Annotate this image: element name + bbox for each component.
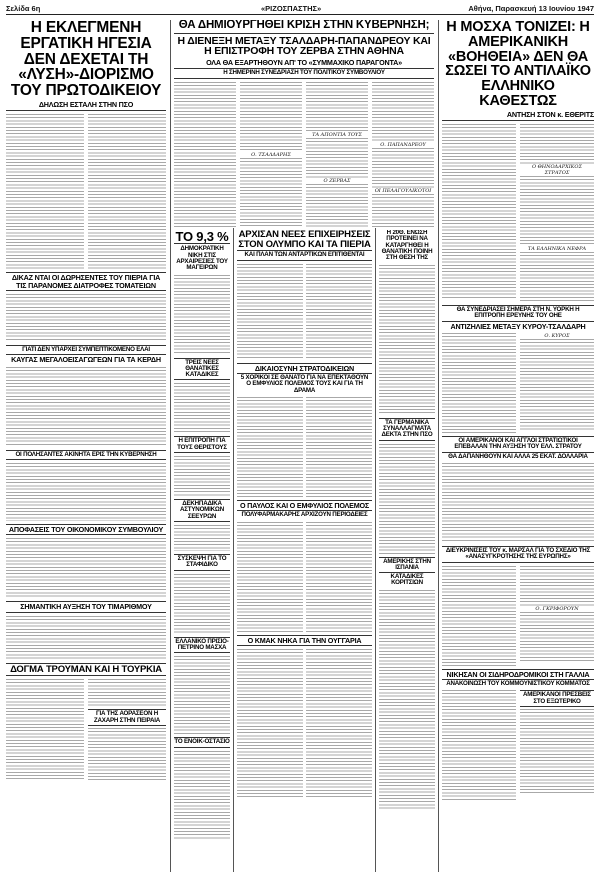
article-text — [174, 751, 230, 839]
article-text — [442, 333, 516, 433]
headline: ΔΕΚΗΠΑΔΙΚΑ ΑΣΤΥΝΟΜΙΚΩΝ ΣΕΕΥΡΩΝ — [174, 499, 230, 522]
article-text — [6, 538, 166, 598]
headline: ΑΠΟΦΑΣΕΙΣ ΤΟΥ ΟΙΚΟΝΟΜΙΚΟΥ ΣΥΜΒΟΥΛΙΟΥ — [6, 524, 166, 535]
article-text — [372, 82, 434, 142]
headline: ΔΗΜΟΚΡΑΤΙΚΗ ΝΙΚΗ ΣΤΙΣ ΑΡΧΑΙΡΕΣΙΕΣ ΤΟΥ ΜΑΓΕΙΡΩΝ — [176, 245, 228, 272]
headline: ΕΛΛΑΝΙΚΟ ΠΡΙΣΙΟ-ΠΕΤΡΙΝΟ ΜΑΣΧΑ — [174, 637, 230, 654]
article-text — [520, 612, 594, 662]
center-right-narrow-column — [379, 230, 435, 872]
lead-headline: Η ΕΚΛΕΓΜΕΝΗ ΕΡΓΑΤΙΚΗ ΗΓΕΣΙΑ ΔΕΝ ΔΕΧΕΤΑΙ ΤΗ «ΛΥΣΗ»-ΔΙΟΡΙΣΜΟ ΤΟΥ ΠΡΩΤΟΔΙΚΕΙΟΥ — [10, 20, 162, 100]
headline: ΟΙ ΠΟΛΗΣΑΝΤΕΣ ΑΚΙΝΗΤΑ ΕΡΙΣ ΤΗΝ ΚΥΒΕΡΝΗΣΗ — [6, 450, 166, 460]
article-text — [520, 339, 594, 431]
headline: ΔΙΚΑΙΟΣΥΝΗ ΣΤΡΑΤΟΔΙΚΕΙΩΝ — [237, 363, 372, 374]
headline: ΠΟΛΥΦΑΡΜΑΚΑΡΗΣ ΑΡΧΙΖΟΥΝ ΠΕΡΙΟΔΕΙΕΣ — [241, 511, 368, 519]
column-rule — [438, 20, 439, 872]
banner-subhead: Η ΣΗΜΕΡΙΝΗ ΣΥΝΕΔΡΙΑΣΗ ΤΟΥ ΠΟΛΙΤΙΚΟΥ ΣΥΜΒΟΥΛΙΟΥ — [174, 68, 434, 78]
article-text — [442, 566, 516, 666]
article-text — [6, 114, 84, 269]
headline: ΝΙΚΗΣΑΝ ΟΙ ΣΙΔΗΡΟΔΡΟΜΙΚΟΙ ΣΤΗ ΓΑΛΛΙΑ — [442, 669, 594, 680]
article-text — [237, 522, 303, 632]
headline: ΣΥΣΚΕΨΗ ΓΙΑ ΤΟ ΣΤΑΦΙΔΙΚΟ — [174, 554, 230, 571]
article-text — [6, 367, 166, 447]
headline: ΑΝΤΙΖΗΛΙΕΣ ΜΕΤΑΞΥ ΚΥΡΟΥ-ΤΣΑΛΔΑΡΗ — [450, 321, 586, 331]
article-text — [88, 114, 166, 269]
lead-headline: Η ΜΟΣΧΑ ΤΟΝΙΖΕΙ: Η ΑΜΕΡΙΚΑΝΙΚΗ «ΒΟΗΘΕΙΑ» ΔΕΝ ΘΑ ΣΩΣΕΙ ΤΟ ΑΝΤΙΛΑΪΚΟ ΕΛΛΗΝΙΚΟ ΚΑΘΕΣΤΩΣ — [445, 20, 591, 109]
banner-subhead: ΟΛΑ ΘΑ ΕΞΑΡΤΗΘΟΥΝ ΑΠ' ΤΟ «ΣΥΜΜΑΧΙΚΟ ΠΑΡΑΓΟΝΤΑ» — [206, 58, 402, 68]
headline: ΘΑ ΣΥΝΕΔΡΙΑΣΕΙ ΣΗΜΕΡΑ ΣΤΗ Ν. ΥΟΡΚΗ Η ΕΠΙΤΡΟΠΗ ΕΡΕΥΝΗΣ ΤΟΥ ΟΗΕ — [442, 305, 594, 322]
headline: ΔΙΕΥΚΡΙΝΙΣΕΙΣ ΤΟΥ κ. ΜΑΡΣΑΛ ΓΙΑ ΤΟ ΣΧΕΔΙΟ ΤΗΣ «ΑΝΑΣΥΓΚΡΟΤΗΣΗΣ ΤΗΣ ΕΥΡΩΠΗΣ» — [442, 546, 594, 563]
headline: ΑΝΑΚΟΙΝΩΣΗ ΤΟΥ ΚΟΜΜΟΥΝΙΣΤΙΚΟΥ ΚΟΜΜΑΤΟΣ — [446, 679, 590, 687]
headline: 5 ΧΟΡΙΚΟΙ ΣΕ ΘΑΝΑΤΟ ΓΙΑ ΝΑ ΕΠΕΚΤΑΘΟΥΝ — [240, 374, 369, 382]
headline: ΔΟΓΜΑ ΤΡΟΥΜΑΝ ΚΑΙ Η ΤΟΥΡΚΙΑ — [6, 663, 166, 677]
headline: Ο ΠΑΥΛΟΣ ΚΑΙ Ο ΕΜΦΥΛΙΟΣ ΠΟΛΕΜΟΣ — [237, 500, 372, 511]
headline: ΘΑ ΔΑΠΑΝΗΘΟΥΝ ΚΑΙ ΑΛΛΑ 25 ΕΚΑΤ. ΔΟΛΛΑΡΙΑ — [448, 452, 588, 460]
headline: Η ΕΠΙΤΡΟΠΗ ΓΙΑ ΤΟΥΣ ΘΕΡΙΣΤΟΥΣ — [174, 436, 230, 453]
subhead: ΔΗΛΩΣΗ ΕΣΤΑΛΗ ΣΤΗΝ ΠΣΟ — [6, 101, 166, 111]
article-text — [372, 194, 434, 228]
headline: ΤΟ ΕΝΟΙΚ-ΟΣΤΑΣΙΟ — [174, 737, 230, 747]
byline: Ο. ΠΑΠΑΝΔΡΕΟΥ — [380, 141, 426, 148]
page-number: Σελίδα 6η — [6, 4, 41, 13]
article-text — [237, 264, 303, 360]
article-text — [240, 82, 302, 152]
headline: ΤΑ ΓΕΡΜΑΝΙΚΑ ΣΥΝΑΛΛΑΓΜΑΤΑ ΔΕΚΤΑ ΣΤΗΝ ΠΣΟ — [379, 418, 435, 441]
article-text — [174, 525, 230, 551]
headline: ΑΜΕΡΙΚΗΣ ΣΤΗΝ ΙΣΠΑΝΙΑ — [379, 557, 435, 574]
byline: Ο ΘΗΝΟΔΑΡΧΙΚΟΣ ΣΤΡΑΤΟΣ — [531, 164, 583, 177]
headline: ΚΑΥΓΑΣ ΜΕΓΑΛΟΕΙΣΑΓΩΓΕΩΝ ΓΙΑ ΤΑ ΚΕΡΔΗ — [11, 355, 161, 365]
article-text — [520, 709, 594, 795]
headline: ΚΑΤΑΔΙΚΕΣ ΚΟΡΙΤΣΙΩΝ — [390, 573, 424, 587]
article-text — [6, 463, 166, 521]
article-text — [442, 124, 516, 299]
article-text — [520, 252, 594, 302]
byline: Ο ΖΕΡΒΑΣ — [323, 177, 351, 184]
subhead: ΑΝΤΗΣΗ ΣΤΟΝ κ. ΕΘΕΡΙΤΣ — [442, 111, 594, 121]
left-column — [6, 20, 166, 872]
banner-headline: ΘΑ ΔΗΜΙΟΥΡΓΗΘΕΙ ΚΡΙΣΗ ΣΤΗΝ ΚΥΒΕΡΝΗΣΗ; — [174, 20, 434, 34]
center-top — [174, 20, 434, 228]
headline: ΑΡΧΙΣΑΝ ΝΕΕΣ ΕΠΙΧΕΙΡΗΣΕΙΣ ΣΤΟΝ ΟΛΥΜΠΟ ΚΑΙ ΤΑ ΠΙΕΡΙΑ — [238, 230, 371, 250]
byline: ΤΑ ΕΛΛΗΝΙΚΑ ΝΕΦΡΑ — [527, 246, 587, 253]
article-text — [379, 265, 435, 415]
headline: ΤΡΕΙΣ ΝΕΕΣ ΘΑΝΑΤΙΚΕΣ ΚΑΤΑΔΙΚΕΣ — [174, 358, 230, 381]
article-text — [442, 690, 516, 800]
article-text — [237, 649, 303, 799]
headline: ΚΑΙ ΠΛΑΝ ΤΩΝ ΑΝΤΑΡΤΙΚΩΝ ΕΠΙΤΙΘΕΝΤΑΙ — [237, 250, 372, 260]
column-rule — [170, 20, 171, 872]
headline: Η 20Θ. ΕΝΩΣΗ ΠΡΟΤΕΙΝΕΙ ΝΑ ΚΑΤΑΡΓΗΘΕΙ Η ΘΑΝΑΤΙΚΗ ΠΟΙΝΗ ΣΤΗ ΘΕΣΗ ΤΗΣ — [381, 230, 433, 262]
headline: Ο ΕΜΦΥΛΙΟΣ ΠΟΛΕΜΟΣ ΤΟΥΣ ΚΑΙ ΓΙΑ ΤΗ ΔΡΑΜΑ — [246, 380, 363, 394]
headline: ΤΟ 9,3 % — [175, 230, 229, 244]
mid-narrow-column — [174, 230, 230, 872]
byline: Ο. ΚΥΡΟΣ — [544, 333, 570, 339]
article-text — [174, 82, 236, 228]
headline: ΓΙΑΤΙ ΔΕΝ ΥΠΑΡΧΕΙ ΣΥΜΠΕΠΤΙΚΟΜΕΝΟ ΕΛΑΙ — [6, 345, 166, 355]
issue-date: Αθήνα, Παρασκευή 13 Ιουνίου 1947 — [468, 4, 594, 13]
article-text — [442, 463, 594, 543]
headline: ΣΗΜΑΝΤΙΚΗ ΑΥΞΗΣΗ ΤΟΥ ΤΙΜΑΡΙΘΜΟΥ — [6, 601, 166, 612]
column-rule — [233, 228, 234, 872]
article-text — [174, 574, 230, 634]
article-text — [306, 522, 372, 632]
byline: ΟΙ ΠΕΛΑΓΟΥΛΙΚΟΤΟΙ — [374, 187, 432, 194]
article-text — [306, 82, 368, 132]
center-lower-column — [237, 230, 372, 872]
masthead — [6, 3, 594, 15]
right-column — [442, 20, 594, 872]
article-text — [174, 656, 230, 734]
banner-headline: Η ΔΙΕΝΕΞΗ ΜΕΤΑΞΥ ΤΣΑΛΔΑΡΗ-ΠΑΠΑΝΔΡΕΟΥ ΚΑΙ Η ΕΠΙΣΤΡΟΦΗ ΤΟΥ ΖΕΡΒΑ ΣΤΗΝ ΑΘΗΝΑ — [177, 34, 431, 58]
article-text — [88, 679, 166, 707]
article-text — [174, 275, 230, 355]
headline: ΑΜΕΡΙΚΑΝΟΙ ΠΡΕΣΒΕΙΣ ΣΤΟ ΕΞΩΤΕΡΙΚΟ — [520, 690, 594, 707]
article-text — [240, 158, 302, 228]
article-text — [6, 616, 166, 660]
article-text — [88, 728, 166, 782]
article-text — [306, 397, 372, 497]
article-text — [306, 264, 372, 360]
headline: ΟΙ ΑΜΕΡΙΚΑΝΟΙ ΚΑΙ ΑΓΓΛΟΙ ΣΤΡΑΤΙΩΤΙΚΟΙ ΕΠΕΒΑΛΑΝ ΤΗΝ ΑΥΞΗΣΗ ΤΟΥ ΕΛΛ. ΣΤΡΑΤΟΥ — [442, 436, 594, 453]
byline: Ο. ΓΚΡΙΦΟΡΟΥΝ — [535, 605, 579, 612]
article-text — [237, 397, 303, 497]
article-text — [174, 456, 230, 496]
article-text — [520, 176, 594, 246]
article-text — [379, 590, 435, 810]
article-text — [306, 184, 368, 228]
column-rule — [375, 228, 376, 872]
article-text — [6, 679, 84, 779]
article-text — [520, 566, 594, 606]
article-text — [306, 138, 368, 178]
byline: ΤΑ ΑΠΟΝΤΙΑ ΤΟΥΣ — [312, 131, 362, 138]
article-text — [520, 124, 594, 164]
headline: Ο ΚΜΑΚ ΝΗΚΑ ΓΙΑ ΤΗΝ ΟΥΓΓΑΡΙΑ — [237, 635, 372, 646]
paper-title: «ΡΙΖΟΣΠΑΣΤΗΣ» — [261, 4, 322, 13]
article-text — [6, 294, 166, 342]
article-text — [372, 148, 434, 188]
article-text — [174, 383, 230, 433]
byline: Ο. ΤΣΑΛΔΑΡΗΣ — [251, 151, 291, 158]
headline: ΔΙΚΑΖ ΝΤΑΙ ΟΙ ΔΩΡΗΣΕΝΤΕΣ ΤΟΥ ΠΙΕΡΙΑ ΓΙΑ ΤΙΣ ΠΑΡΑΝΟΜΕΣ ΔΙΑΤΡΟΦΕΣ ΤΟΜΑΤΕΙΩΝ — [6, 272, 166, 291]
headline: ΓΙΑ ΤΗΣ ΑΟΡΑΣΕΟΝ Η ΖΑΧΑΡΗ ΣΤΗΝ ΠΕΙΡΑΙΑ — [88, 709, 166, 726]
article-text — [306, 649, 372, 799]
article-text — [379, 444, 435, 554]
